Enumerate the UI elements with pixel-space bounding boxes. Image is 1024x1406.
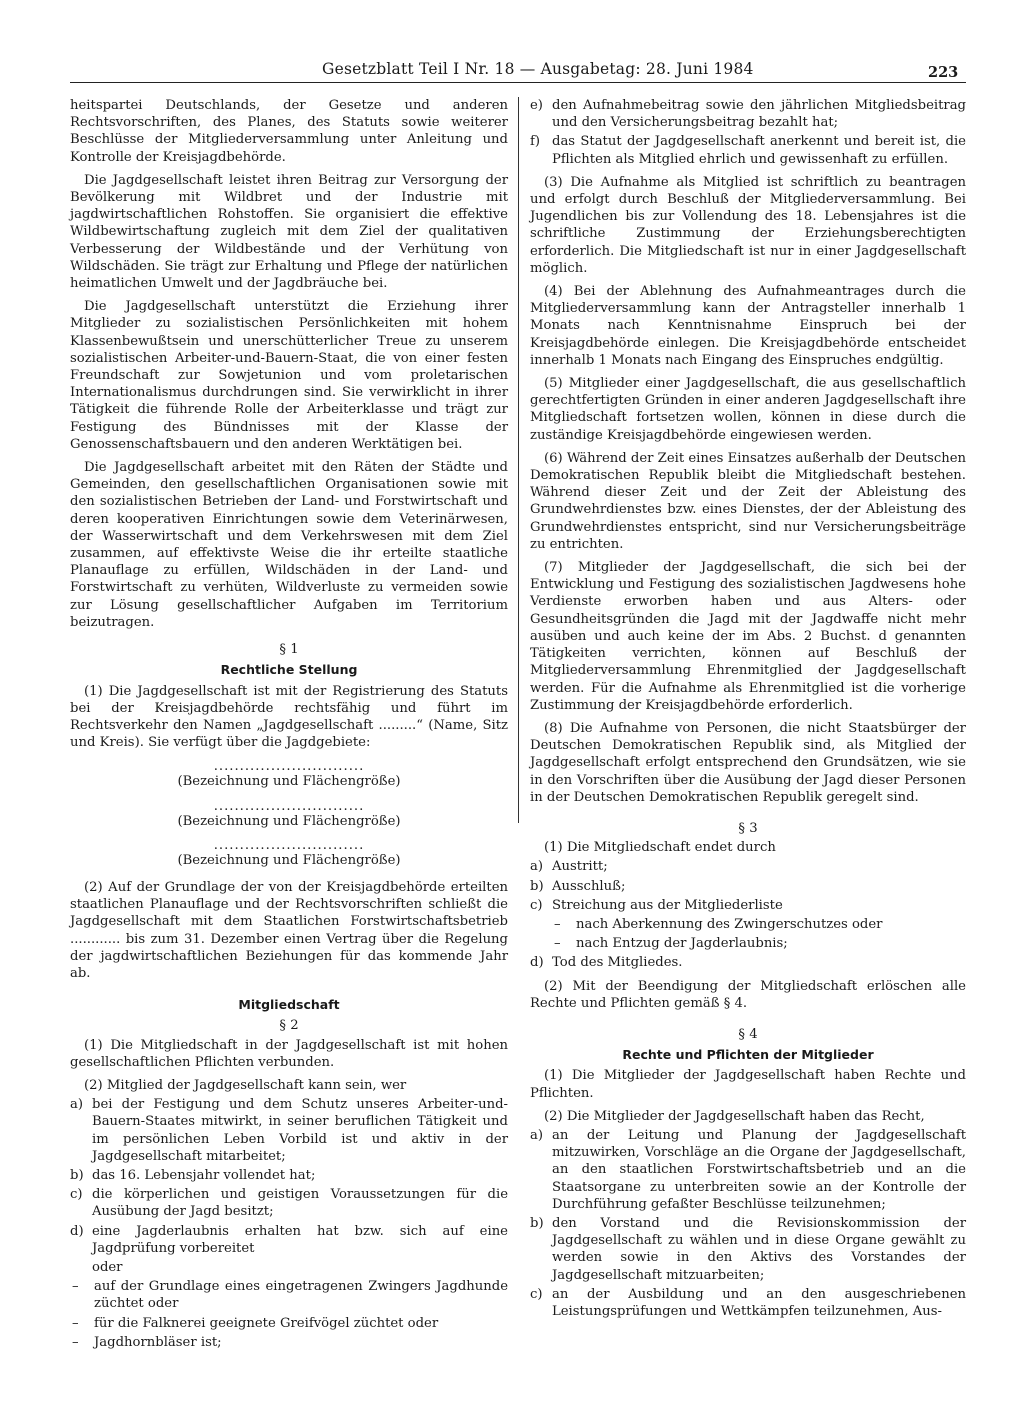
list-label: b) [530, 1215, 544, 1231]
paragraph: (1) Die Mitgliedschaft endet durch [544, 840, 776, 856]
paragraph: Die Jagdgesellschaft unterstützt die Erziehung ihrer Mitglieder zu sozialistischen Persönlichkeiten mit hohem Klassenbewußtsein und unerschütterlicher Treue zu unserem sozialistischen Arbeiter-und-Bauern-Staat, die von einer festen Freundschaft zur Sowjetunion und vom proletarischen Internationalismus durchdrungen sind. Sie verwirklicht in ihrer Tätigkeit die führende Rolle der Arbeiterklasse und trägt zur Festigung des Bündnisses mit der Klasse der Genossenschaftsbauern und den anderen Werktätigen bei. [70, 299, 508, 452]
list-item [530, 1127, 966, 1213]
list-item [70, 1096, 508, 1165]
list-text: bei der Festigung und dem Schutz unseres Arbeiter-und-Bauern-Staates mitwirkt, in seiner beruflichen Tätigkeit und im persönlichen Leben Vorbild ist und aktiv in der Jagdgesellschaft mitarbeitet; [92, 1097, 508, 1164]
dash-text: für die Falknerei geeignete Greifvögel züchtet oder [94, 1315, 439, 1331]
list-text: Ausschluß; [552, 878, 626, 894]
list-label: c) [530, 1286, 543, 1302]
list-item [70, 1223, 508, 1257]
list-text: eine Jagderlaubnis erhalten hat bzw. sich auf eine Jagdprüfung vorbereitet [92, 1223, 508, 1256]
dash-item: – nach Aberkennung des Zwingerschutzes oder [530, 916, 966, 933]
list-text: das Statut der Jagdgesellschaft anerkennt und bereit ist, die Pflichten als Mitglied ehrlich und gewissenhaft zu erfüllen. [552, 134, 966, 167]
list-text: an der Ausbildung und an den ausgeschriebenen Leistungsprüfungen und Wettkämpfen teilzunehmen, Aus- [552, 1286, 966, 1319]
paragraph: (6) Während der Zeit eines Einsatzes außerhalb der Deutschen Demokratischen Republik bleibt die Mitgliedschaft bestehen. Während dieser Zeit und der Zeit der Ableistung des Grundwehrdienstes bzw. eines Dienstes, der der Ableistung des Grundwehrdienstes entspricht, sind nur Versicherungsbeiträge zu entrichten. [530, 450, 966, 552]
list-label: c) [530, 897, 543, 913]
list-text: Tod des Mitgliedes. [552, 955, 683, 971]
page-header [0, 60, 1024, 84]
list-label: f) [530, 134, 541, 150]
list-text: den Aufnahmebeitrag sowie den jährlichen Mitgliedsbeitrag und den Versicherungsbeitrag bezahlt hat; [552, 98, 966, 131]
paragraph: (4) Bei der Ablehnung des Aufnahmeantrages durch die Mitgliederversammlung kann der Antragsteller innerhalb 1 Monats nach Kenntnisnahme Einspruch bei der Kreisjagdbehörde einlegen. Die Kreisjagdbehörde entscheidet innerhalb 1 Monats nach Eingang des Einspruches endgültig. [530, 284, 966, 368]
list-item [530, 878, 966, 895]
list-item [530, 858, 966, 875]
list-text: den Vorstand und die Revisionskommission der Jagdgesellschaft zu wählen und in diese Organe gewählt zu werden sowie in den Aktivs des Vorstandes der Jagdgesellschaft mitzuarbeiten; [552, 1215, 966, 1283]
dash-item: – nach Entzug der Jagderlaubnis; [530, 935, 966, 952]
paragraph: (2) Mitglied der Jagdgesellschaft kann sein, wer [84, 1077, 407, 1093]
paragraph: (8) Die Aufnahme von Personen, die nicht Staatsbürger der Deutschen Demokratischen Republik sind, als Mitglied der Jagdgesellschaft erfolgt entsprechend den Grundsätzen, wie sie in den Vorschriften über die Ausübung der Jagd dieser Personen in der Deutschen Demokratischen Republik geregelt sind. [530, 720, 966, 805]
paragraph: (2) Mit der Beendigung der Mitgliedschaft erlöschen alle Rechte und Pflichten gemäß § 4. [530, 978, 966, 1011]
dash-text: nach Aberkennung des Zwingerschutzes oder [576, 916, 883, 932]
list-label: a) [70, 1097, 84, 1113]
list-item [530, 97, 966, 131]
list-item [530, 1215, 966, 1284]
left-column [70, 97, 508, 1353]
list-text: das 16. Lebensjahr vollendet hat; [92, 1167, 316, 1183]
list-label: a) [530, 859, 544, 875]
paragraph: (1) Die Mitglieder der Jagdgesellschaft haben Rechte und Pflichten. [530, 1068, 966, 1101]
section-heading: Rechte und Pflichten der Mitglieder [622, 1047, 874, 1063]
list-label: d) [530, 955, 544, 971]
right-column [530, 97, 966, 1322]
paragraph: (2) Auf der Grundlage der von der Kreisjagdbehörde erteilten staatlichen Planauflage und der Rechtsvorschriften schließt die Jagdgesellschaft mit dem Staatlichen Forstwirtschaftsbetrieb ............ bis zum 31. Dezember einen Vertrag über die Regelung der jagdwirtschaftlichen Beziehungen für das kommende Jahr ab. [70, 879, 508, 981]
list-label: c) [70, 1187, 83, 1203]
fill-in-label: (Bezeichnung und Flächengröße) [177, 774, 401, 790]
paragraph: heitspartei Deutschlands, der Gesetze und anderen Rechtsvorschriften, des Planes, des Statuts sowie weiterer Beschlüsse der Mitgliederversammlung unter Anleitung und Kontrolle der Kreisjagdbehörde. [70, 98, 508, 165]
paragraph: (2) Die Mitglieder der Jagdgesellschaft haben das Recht, [544, 1108, 925, 1124]
column-divider [518, 97, 519, 823]
list-text: oder [92, 1259, 123, 1275]
list-text: Streichung aus der Mitgliederliste [552, 897, 783, 913]
dash-item: – auf der Grundlage eines eingetragenen Zwingers Jagdhunde züchtet oder [72, 1279, 508, 1312]
list-label: d) [70, 1223, 84, 1239]
paragraph: Die Jagdgesellschaft arbeitet mit den Räten der Städte und Gemeinden, den gesellschaftlichen Organisationen sowie mit den sozialistischen Betrieben der Land- und Forstwirtschaft und deren kooperativen Einrichtungen sowie dem Veterinärwesen, der Wasserwirtschaft und dem Verkehrswesen mit dem Ziel zusammen, auf effektivste Weise die ihr erteilte staatliche Planauflage zu erfüllen, Wildschäden in der Land- und Forstwirtschaft zu verhüten, Wildverluste zu vermeiden sowie zur Lösung gesellschaftlicher Aufgaben im Territorium beizutragen. [70, 460, 508, 630]
section-number: § 2 [279, 1018, 299, 1034]
paragraph: (1) Die Mitgliedschaft in der Jagdgesellschaft ist mit hohen gesellschaftlichen Pflichten verbunden. [70, 1037, 508, 1070]
list-item [530, 897, 966, 914]
page-number: 223 [928, 64, 959, 81]
fill-in-dots: ............................. [213, 759, 365, 775]
section-heading: Mitgliedschaft [238, 997, 340, 1013]
paragraph: Die Jagdgesellschaft leistet ihren Beitrag zur Versorgung der Bevölkerung mit Wildbret und der Industrie mit jagdwirtschaftlichen Rohstoffen. Sie organisiert die effektive Wildbewirtschaftung zugleich mit dem Ziel der qualitativen Verbesserung der Wildbestände und der Verhütung von Wildschäden. Sie trägt zur Erhaltung und Pflege der natürlichen heimatlichen Umwelt und der Jagdbräuche bei. [70, 172, 508, 292]
section-number: § 1 [279, 642, 299, 658]
section-heading: Rechtliche Stellung [220, 662, 358, 678]
dash-text: auf der Grundlage eines eingetragenen Zwingers Jagdhunde züchtet oder [94, 1279, 508, 1312]
paragraph: (5) Mitglieder einer Jagdgesellschaft, die aus gesellschaftlich gerechtfertigten Gründen in einer anderen Jagdgesellschaft ihre Mitgliedschaft fortsetzen wollen, können in diese durch die zuständige Kreisjagdbehörde eingewiesen werden. [530, 376, 966, 443]
section-number: § 4 [738, 1026, 758, 1042]
paragraph: (7) Mitglieder der Jagdgesellschaft, die sich bei der Entwicklung und Festigung des sozialistischen Jagdwesens hohe Verdienste erworben haben und aus Alters- oder Gesundheitsgründen die Jagd mit der Jagdwaffe nicht mehr ausüben und auch keine der im Abs. 2 Buchst. d genannten Tätigkeiten verrichten, können auf Beschluß der Mitgliederversammlung Ehrenmitglied der Jagdgesellschaft werden. Für die Aufnahme als Ehrenmitglied ist die vorherige Zustimmung der Kreisjagdbehörde erforderlich. [530, 560, 966, 713]
section-number: § 3 [738, 820, 758, 836]
list-label: b) [70, 1167, 84, 1183]
list-item [530, 954, 966, 971]
fill-in-label: (Bezeichnung und Flächengröße) [177, 813, 401, 829]
list-label: e) [530, 98, 543, 113]
header-title: Gesetzblatt Teil I Nr. 18 — Ausgabetag: 28. Juni 1984 [322, 60, 754, 78]
list-item [70, 1167, 508, 1184]
header-rule [70, 82, 966, 83]
list-text: die körperlichen und geistigen Voraussetzungen für die Ausübung der Jagd besitzt; [92, 1187, 508, 1220]
fill-in-dots: ............................. [213, 798, 365, 814]
list-text: Austritt; [552, 859, 608, 875]
list-item [70, 1259, 508, 1276]
dash-item: – Jagdhornbläser ist; [70, 1334, 508, 1351]
list-label: a) [530, 1127, 544, 1143]
list-item [70, 1186, 508, 1220]
list-text: an der Leitung und Planung der Jagdgesellschaft mitzuwirken, Vorschläge an die Organe der Jagdgesellschaft, an den staatlichen Forstwirtschaftsbetrieb und an die Staatsorgane zu unterbreiten sowie an der Kontrolle der Durchführung gefaßter Beschlüsse teilzunehmen; [552, 1127, 966, 1212]
paragraph: (3) Die Aufnahme als Mitglied ist schriftlich zu beantragen und erfolgt durch Beschluß der Mitgliederversammlung. Bei Jugendlichen bis zur Vollendung des 18. Lebensjahres ist die schriftliche Zustimmung der Erziehungsberechtigten erforderlich. Die Mitgliedschaft ist nur in einer Jagdgesellschaft möglich. [530, 174, 966, 276]
fill-in-dots: ............................. [213, 837, 365, 853]
dash-text: Jagdhornbläser ist; [94, 1334, 222, 1350]
dash-text: nach Entzug der Jagderlaubnis; [576, 936, 788, 952]
paragraph: (1) Die Jagdgesellschaft ist mit der Registrierung des Statuts bei der Kreisjagdbehörde rechtsfähig und führt im Rechtsverkehr den Namen „Jagdgesellschaft .........“ (Name, Sitz und Kreis). Sie verfügt über die Jagdgebiete: [70, 683, 508, 751]
list-item [530, 1286, 966, 1320]
list-label: b) [530, 878, 544, 894]
fill-in-label: (Bezeichnung und Flächengröße) [177, 852, 401, 868]
list-item [530, 133, 966, 167]
dash-item: – für die Falknerei geeignete Greifvögel züchtet oder [70, 1315, 508, 1332]
